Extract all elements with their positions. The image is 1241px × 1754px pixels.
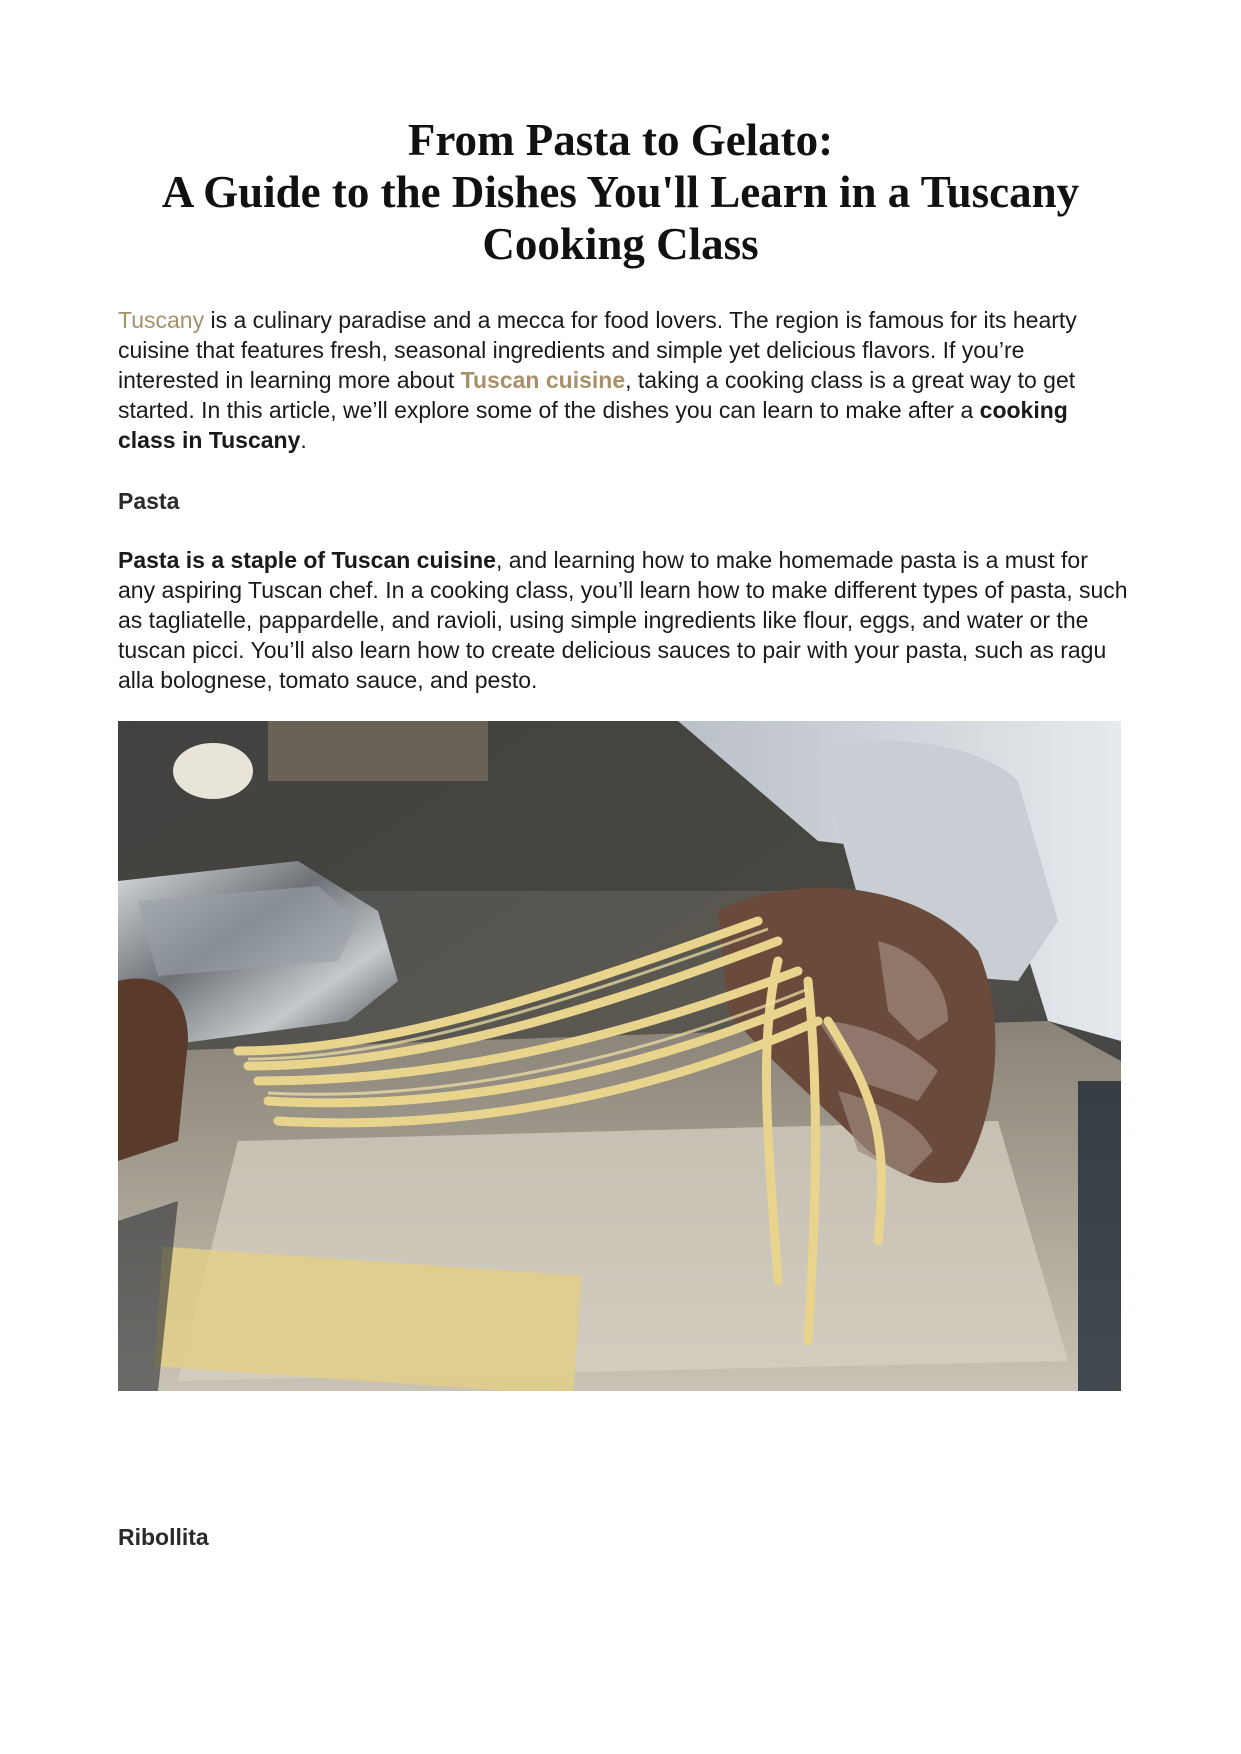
pasta-making-photo: [118, 721, 1121, 1391]
section-heading-pasta: Pasta: [118, 488, 180, 514]
page-title: [100, 114, 1141, 270]
title-line-1: From Pasta to Gelato:: [407, 115, 834, 165]
cooking-class-bold: cooking class in Tuscany: [118, 397, 1068, 453]
title-line-3: Cooking Class: [482, 219, 759, 269]
intro-text-3: .: [300, 427, 307, 453]
pasta-bold-lead: Pasta is a staple of Tuscan cuisine: [118, 547, 496, 573]
tuscan-cuisine-link[interactable]: Tuscan cuisine: [460, 367, 626, 393]
intro-text-2: , taking a cooking class is a great way to get started. In this article, we’ll explore some of the dishes you can learn to make after a: [118, 367, 1076, 423]
intro-paragraph: [118, 305, 1128, 455]
title-line-2: A Guide to the Dishes You'll Learn in a Tuscany: [161, 167, 1080, 217]
tuscany-link[interactable]: Tuscany: [118, 307, 205, 333]
intro-text-1: is a culinary paradise and a mecca for food lovers. The region is famous for its hearty cuisine that features fresh, seasonal ingredients and simple yet delicious flavors. If you’re interested in learning more about: [118, 307, 1077, 393]
pasta-paragraph: [118, 545, 1128, 695]
pasta-text: , and learning how to make homemade pasta is a must for any aspiring Tuscan chef. In a cooking class, you’ll learn how to make different types of pasta, such as tagliatelle, pappardelle, and ravioli, using simple ingredients like flour, eggs, and water or the tuscan picci. You’ll also learn how to create delicious sauces to pair with your pasta, such as ragu alla bolognese, tomato sauce, and pesto.: [118, 547, 1128, 693]
section-heading-ribollita: Ribollita: [118, 1524, 209, 1550]
